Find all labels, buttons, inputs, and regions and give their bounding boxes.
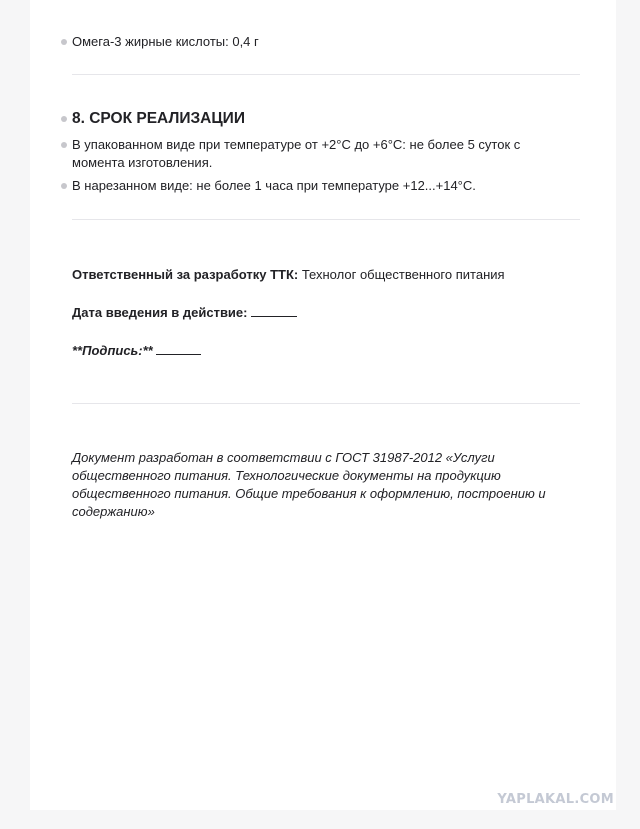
shelf-life-list bbox=[72, 136, 542, 195]
standard-reference-note: Документ разработан в соответствии с ГОСТ 31987-2012 «Услуги общественного питания. Технологические документы на продукцию общественного питания. Общие требования к оформлению, построению и содержанию» bbox=[72, 450, 546, 519]
list-item bbox=[72, 136, 542, 172]
section-heading bbox=[72, 109, 580, 129]
bullet-dot-icon bbox=[61, 39, 67, 45]
document-page bbox=[30, 0, 616, 810]
date-blank-field bbox=[251, 304, 297, 317]
date-line bbox=[72, 304, 580, 322]
section-divider bbox=[72, 403, 580, 404]
responsible-line bbox=[72, 266, 580, 284]
responsible-label: Ответственный за разработку ТТК: bbox=[72, 267, 299, 282]
signature-blank-field bbox=[156, 342, 201, 355]
section-divider bbox=[72, 74, 580, 75]
nutrition-list bbox=[72, 33, 580, 51]
list-item-text: В нарезанном виде: не более 1 часа при температуре +12...+14°C. bbox=[72, 178, 476, 193]
bullet-dot-icon bbox=[61, 142, 67, 148]
bullet-dot-icon bbox=[61, 116, 67, 122]
section-heading-text: 8. СРОК РЕАЛИЗАЦИИ bbox=[72, 110, 245, 127]
section-divider bbox=[72, 219, 580, 220]
responsible-value: Технолог общественного питания bbox=[301, 267, 505, 282]
list-item-text: Омега-3 жирные кислоты: 0,4 г bbox=[72, 34, 259, 49]
signature-label: **Подпись:** bbox=[72, 343, 153, 358]
site-watermark: YAPLAKAL.COM bbox=[497, 792, 614, 807]
signature-line bbox=[72, 342, 580, 360]
bullet-dot-icon bbox=[61, 183, 67, 189]
list-item bbox=[72, 33, 580, 51]
list-item-text: В упакованном виде при температуре от +2°C до +6°C: не более 5 суток с момента изготовления. bbox=[72, 137, 521, 170]
list-item bbox=[72, 177, 542, 195]
date-label: Дата введения в действие: bbox=[72, 305, 248, 320]
